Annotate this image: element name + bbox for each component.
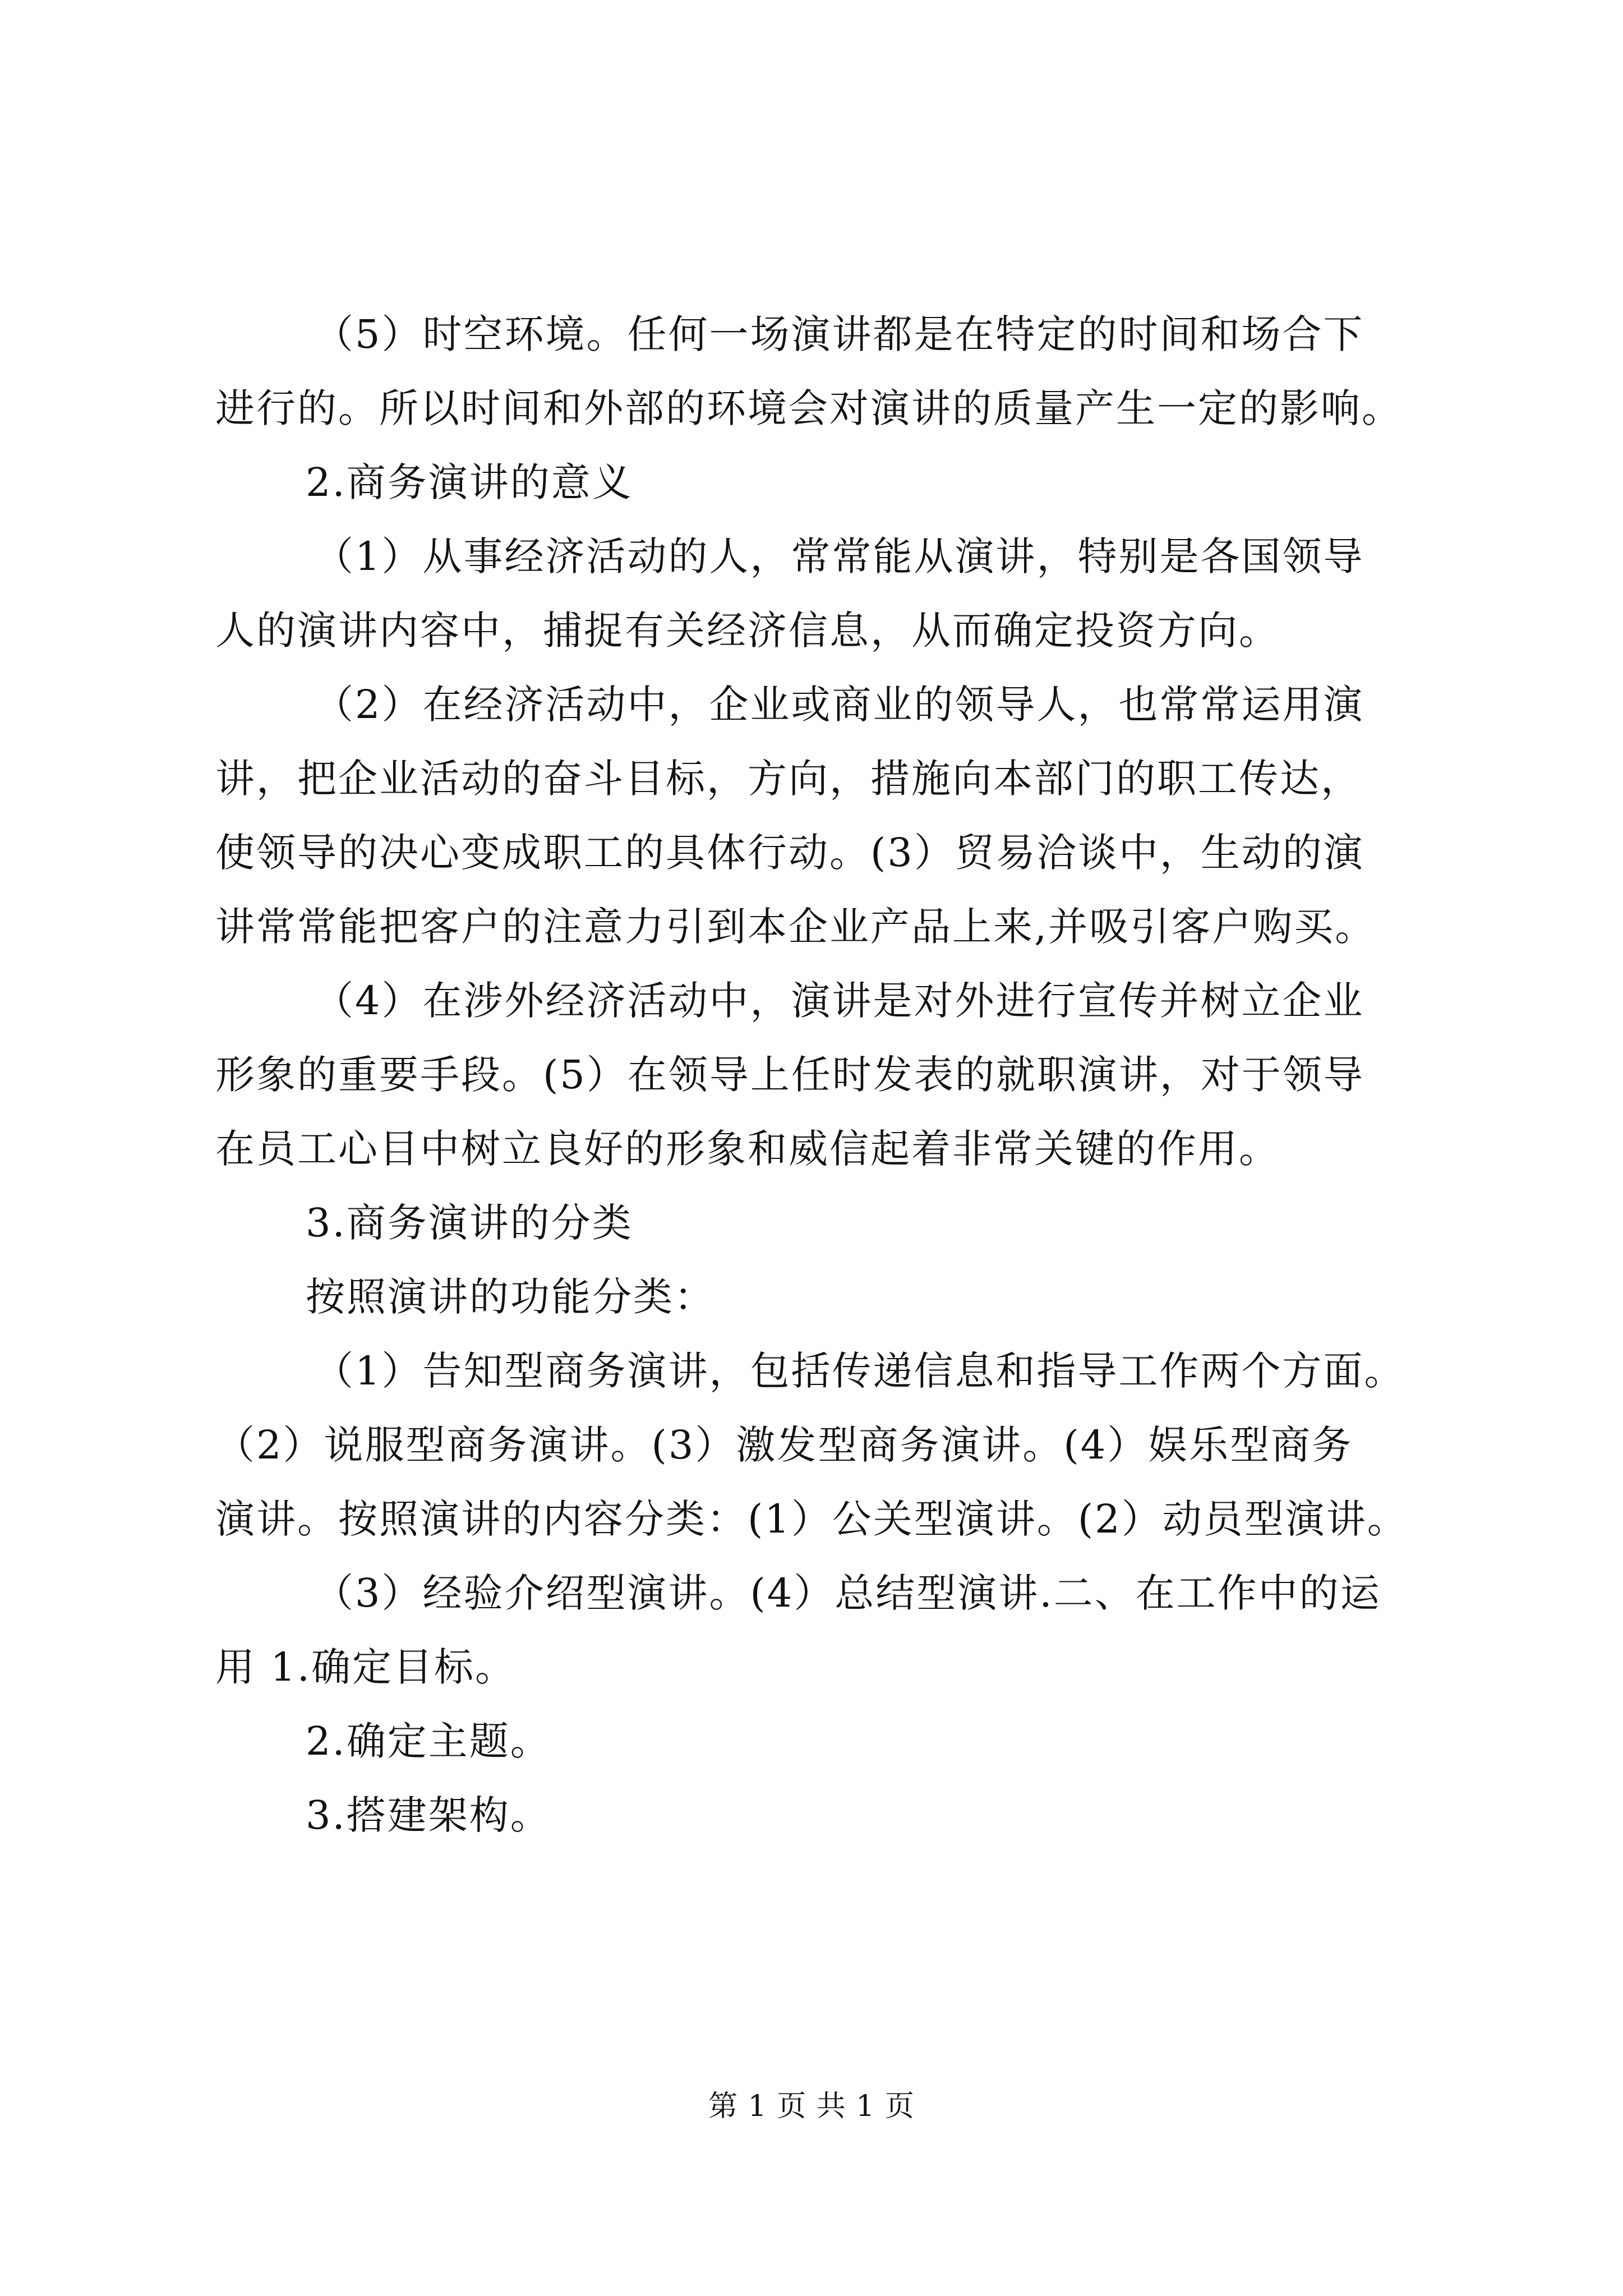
section-heading: 3.商务演讲的分类 [306, 1200, 633, 1246]
text-line: 在员工心目中树立良好的形象和威信起着非常关键的作用。 [215, 1126, 1280, 1172]
page-footer: 第 1 页 共 1 页 [708, 2090, 915, 2123]
text-line: （4）在涉外经济活动中，演讲是对外进行宣传并树立企业 [314, 978, 1364, 1024]
text-line: 2.确定主题。 [306, 1718, 551, 1764]
text-line: 形象的重要手段。(5）在领导上任时发表的就职演讲，对于领导 [215, 1052, 1364, 1098]
text-line: 用 1.确定目标。 [215, 1644, 517, 1690]
text-line: 讲，把企业活动的奋斗目标，方向，措施向本部门的职工传达， [215, 756, 1362, 802]
section-heading: 2.商务演讲的意义 [306, 459, 633, 505]
text-line: （2）说服型商务演讲。(3）激发型商务演讲。(4）娱乐型商务 [215, 1422, 1353, 1468]
text-line: 人的演讲内容中，捕捉有关经济信息，从而确定投资方向。 [215, 608, 1280, 654]
text-line: 讲常常能把客户的注意力引到本企业产品上来,并吸引客户购买。 [215, 904, 1376, 950]
text-line: 进行的。所以时间和外部的环境会对演讲的质量产生一定的影响。 [215, 385, 1403, 431]
text-line: （2）在经济活动中，企业或商业的领导人，也常常运用演 [314, 682, 1364, 728]
text-line: 按照演讲的功能分类： [306, 1274, 715, 1320]
text-line: 演讲。按照演讲的内容分类：(1）公关型演讲。(2）动员型演讲。 [215, 1496, 1408, 1542]
text-line: （1）告知型商务演讲，包括传递信息和指导工作两个方面。 [314, 1348, 1405, 1394]
text-line: （3）经验介绍型演讲。(4）总结型演讲.二、在工作中的运 [314, 1570, 1381, 1616]
text-line: 使领导的决心变成职工的具体行动。(3）贸易洽谈中，生动的演 [215, 830, 1364, 876]
text-line: 3.搭建架构。 [306, 1792, 551, 1838]
text-line: （1）从事经济活动的人，常常能从演讲，特别是各国领导 [314, 533, 1364, 579]
text-line: （5）时空环境。任何一场演讲都是在特定的时间和场合下 [314, 311, 1364, 357]
